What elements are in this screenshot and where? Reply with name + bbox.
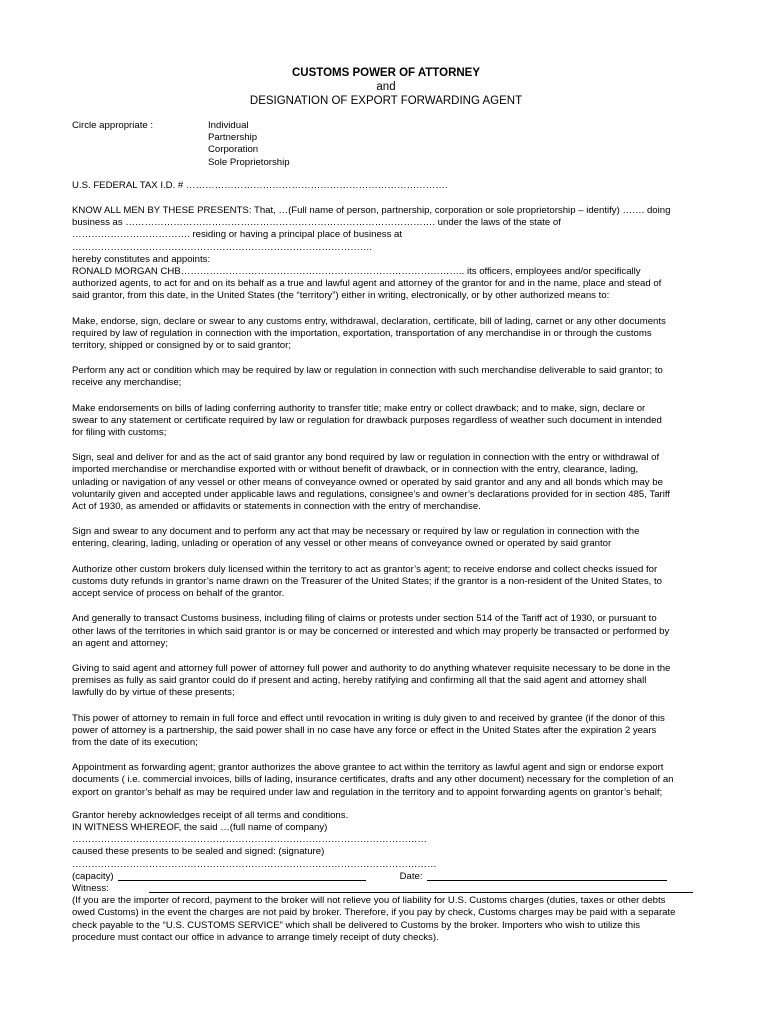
capacity-date-row	[72, 871, 700, 883]
intro-line: ………………………………………………………………………………….	[72, 241, 373, 253]
clause-line: accept service of process on behalf of the grantor.	[72, 588, 285, 600]
clause-line: lawfully do by virtue of these presents;	[72, 687, 235, 699]
clause-line: from the date of its execution;	[72, 736, 198, 748]
clause-line: other laws of the territories in which said grantor is or may be concerned or interested and which may properly be transacted or performed by	[72, 625, 670, 637]
clause-line: export on grantor’s behalf as may be required under law and regulation in the territory and to appoint forwarding agents on grantor’s behalf;	[72, 786, 663, 798]
clause-line: Authorize other custom brokers duly licensed within the territory to act as grantor’s agent; to receive endorse and collect checks issued for	[72, 563, 658, 575]
clause-line: This power of attorney to remain in full force and effect until revocation in writing is duly given to and received by grantee (if the donor of this	[72, 712, 665, 724]
note-line: owed Customs) in the event the charges are not paid by broker. Therefore, if you pay by check, Customs charges may be paid with a separate	[72, 907, 676, 919]
circle-appropriate-label: Circle appropriate :	[72, 120, 154, 131]
clause-line: Perform any act or condition which may be required by law or regulation in connection with such merchandise deliverable to said grantor; to	[72, 365, 663, 377]
clause-line: Act of 1930, as amended or affidavits or statements in connection with the entry of merchandise.	[72, 501, 481, 513]
clause-line: voluntarily given and accepted under applicable laws and regulations, consignee’s and owner’s declarations provided for in section 485, Tariff	[72, 488, 671, 500]
clause-line: receive any merchandise;	[72, 377, 182, 389]
date-label: Date:	[399, 870, 423, 882]
clause-line: Appointment as forwarding agent; grantor authorizes the above grantee to act within the territory as lawful agent and sign or endorse export	[72, 762, 664, 774]
clause-line: entering, clearing, lading, unlading or operation of any vessel or other means of conveyance owned or operated by said grantor	[72, 538, 612, 550]
clause-line: Make endorsements on bills of lading conferring authority to transfer title; make entry or collect drawback; and to make, sign, declare or	[72, 402, 646, 414]
signature-caption: caused these presents to be sealed and signed: (signature)	[72, 846, 325, 858]
clause-paragraph	[72, 564, 700, 601]
note-line: (If you are the importer of record, payment to the broker will not relieve you of liability for U.S. Customs charges (duties, taxes or other debts	[72, 895, 666, 907]
entity-type-options	[208, 120, 290, 169]
document-subtitle-and: and	[376, 81, 396, 93]
clause-line: required by law of regulation in connection with the importation, exportation, transportation of any merchandise in or through the customs	[72, 327, 652, 339]
clause-line: customs duty refunds in grantor’s name drawn on the Treasurer of the United States; if the grantor is a non-resident of the United States, to	[72, 575, 662, 587]
option-individual[interactable]: Individual	[208, 120, 249, 131]
clause-paragraph	[72, 526, 700, 550]
clause-paragraph	[72, 762, 700, 799]
option-sole-proprietorship[interactable]: Sole Proprietorship	[208, 156, 290, 168]
clause-paragraph	[72, 403, 700, 440]
clause-line: Giving to said agent and attorney full power of attorney full power and authority to do anything whatever requisite necessary to be done in the	[72, 662, 671, 674]
clause-paragraph	[72, 316, 700, 353]
clause-line: Sign and swear to any document and to perform any act that may be necessary or required by law or regulation in connection with the	[72, 526, 640, 538]
company-name-field[interactable]: …………………………………………………………………………………………………	[72, 834, 427, 846]
witness-field[interactable]	[149, 883, 693, 893]
clause-paragraph	[72, 713, 700, 750]
date-field[interactable]	[427, 871, 667, 881]
capacity-field[interactable]	[118, 871, 366, 881]
circle-appropriate-section	[72, 120, 700, 169]
tax-id-line: U.S. FEDERAL TAX I.D. # ……………………………………………………………………….	[72, 179, 448, 191]
intro-line: RONALD MORGAN CHB…………………………………………………………………………….. its officers, employees and/or specifically	[72, 266, 641, 278]
clause-line: Make, endorse, sign, declare or swear to any customs entry, withdrawal, declaration, certificate, bill of lading, carnet or any other documents	[72, 315, 666, 327]
clause-line: Sign, seal and deliver for and as the act of said grantor any bond required by law or regulation in connection with the entry or withdrawal of	[72, 452, 660, 464]
clause-line: for filing with customs;	[72, 427, 167, 439]
clause-line: And generally to transact Customs business, including filing of claims or protests under section 514 of the Tariff act of 1930, or pursuant to	[72, 613, 657, 625]
clause-paragraph	[72, 452, 700, 513]
clause-line: imported merchandise or merchandise exported with or without benefit of drawback, or in connection with the entry, clearance, lading,	[72, 464, 639, 476]
clauses-section	[72, 316, 700, 799]
clause-paragraph	[72, 365, 700, 389]
intro-paragraph	[72, 205, 700, 303]
clause-line: unlading or navigation of any vessel or other means of conveyance owned or operated by said grantor and any and all bonds which may be	[72, 476, 663, 488]
clause-line: documents ( i.e. commercial invoices, bills of lading, insurance certificates, drafts and any other document) necessary for the completion of an	[72, 774, 674, 786]
document-title: CUSTOMS POWER OF ATTORNEY	[291, 67, 481, 79]
intro-line: business as ……………………………………………………………………………………. under the laws of the state of	[72, 217, 561, 229]
option-partnership[interactable]: Partnership	[208, 132, 258, 144]
witness-whereof-line: IN WITNESS WHEREOF, the said …(full name of company)	[72, 821, 328, 833]
intro-line: hereby constitutes and appoints:	[72, 253, 211, 265]
clause-line: premises as fully as said grantor could do if present and acting, hereby ratifying and confirming all that the said agent and attorney shall	[72, 675, 647, 687]
note-line: check payable to the “U.S. CUSTOMS SERVICE” which shall be delivered to Customs by the broker. Importers who wish to utilize this	[72, 919, 641, 931]
clause-line: an agent and attorney;	[72, 637, 169, 649]
intro-line: KNOW ALL MEN BY THESE PRESENTS: That, …(Full name of person, partnership, corporation or sole proprietorship – identify) ……. doing	[72, 205, 671, 217]
option-corporation[interactable]: Corporation	[208, 144, 259, 156]
intro-line: said grantor, from this date, in the United States (the “territory”) either in writing, electronically, or by other authorized means to:	[72, 290, 610, 302]
closing-section	[72, 810, 700, 944]
note-line: procedure must contact our office in advance to arrange timely receipt of duty checks).	[72, 931, 439, 943]
intro-line: ………………………………. residing or having a principal place of business at	[72, 229, 403, 241]
acknowledgement-line: Grantor hereby acknowledges receipt of all terms and conditions.	[72, 809, 349, 821]
clause-paragraph	[72, 613, 700, 650]
clause-line: territory, shipped or consigned by or to said grantor;	[72, 340, 291, 352]
clause-line: power of attorney is a partnership, the said power shall in no case have any force or effect in the United States after the expiration 2 years	[72, 724, 657, 736]
clause-line: swear to any statement or certificate required by law or regulation for drawback purposes regardless of weather such document in intended	[72, 414, 662, 426]
intro-line: authorized agents, to act for and on its behalf as a true and lawful agent and attorney of the grantor for and in the name, place and stead of	[72, 278, 662, 290]
signature-field[interactable]: ……………………………………………………………………………………………………	[72, 858, 437, 870]
importer-note	[72, 895, 700, 944]
witness-label: Witness:	[72, 882, 109, 894]
witness-row	[72, 883, 700, 895]
capacity-label: (capacity)	[72, 870, 114, 882]
clause-paragraph	[72, 663, 700, 700]
document-page	[72, 66, 700, 944]
document-subtitle: DESIGNATION OF EXPORT FORWARDING AGENT	[249, 95, 523, 107]
